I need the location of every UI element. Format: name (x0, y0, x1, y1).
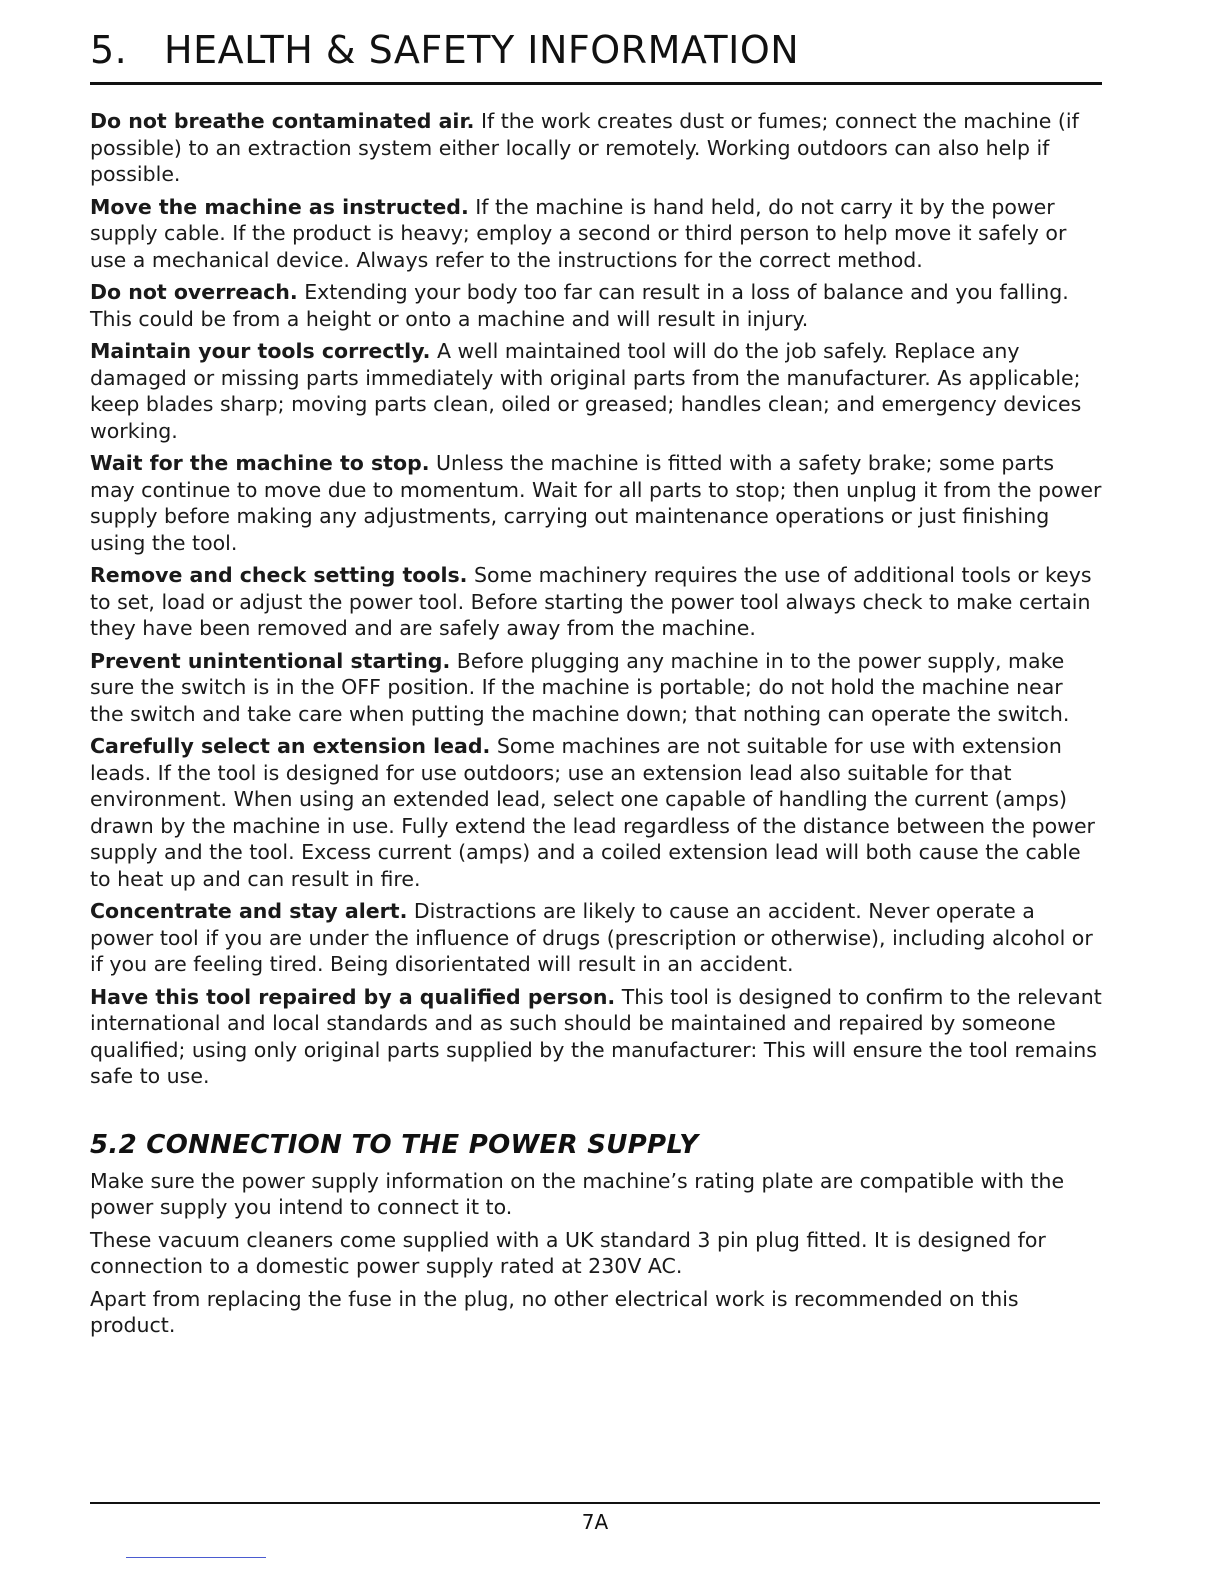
safety-paragraph (90, 898, 1102, 978)
safety-paragraph (90, 279, 1102, 332)
scan-mark-line (126, 1557, 266, 1558)
body-content (90, 108, 1102, 1345)
paragraph-text: Extending your body too far can result in a loss of balance and you falling. This could be from a height or onto a machine and will result in injury. (90, 280, 1069, 331)
section-title (90, 28, 799, 72)
section-number: 5. (90, 28, 128, 72)
paragraph-text: If the machine is hand held, do not carry it by the power supply cable. If the product is heavy; employ a second or third person to help move it safely or use a mechanical device. Always refer to the instructions for the correct method. (90, 194, 1067, 272)
safety-paragraph (90, 450, 1102, 556)
footer-rule (90, 1502, 1100, 1504)
power-supply-paragraph: Make sure the power supply information on the machine’s rating plate are compatible with the power supply you intend to connect it to. (90, 1168, 1065, 1219)
section-title-text: HEALTH & SAFETY INFORMATION (164, 28, 800, 72)
power-supply-paragraph: Apart from replacing the fuse in the plug, no other electrical work is recommended on this product. (90, 1286, 1019, 1337)
paragraph-lead: Wait for the machine to stop. (90, 451, 430, 475)
paragraph-lead: Carefully select an extension lead. (90, 734, 491, 758)
paragraph-text: Unless the machine is fitted with a safety brake; some parts may continue to move due to momentum. Wait for all parts to stop; then unplug it from the power supply before making any adjustments, carrying out maintenance operations or just finishing using the tool. (90, 451, 1102, 555)
paragraph-text: A well maintained tool will do the job safely. Replace any damaged or missing parts immediately with original parts from the manufacturer. As applicable; keep blades sharp; moving parts clean, oiled or greased; handles clean; and emergency devices working. (90, 339, 1082, 443)
paragraph-lead: Have this tool repaired by a qualified person. (90, 984, 616, 1009)
paragraph-text: Before plugging any machine in to the power supply, make sure the switch is in the OFF position. If the machine is portable; do not hold the machine near the switch and take care when putting the machine down; that nothing can operate the switch. (90, 648, 1070, 726)
paragraph-lead: Remove and check setting tools. (90, 563, 468, 587)
safety-paragraph (90, 562, 1102, 642)
safety-paragraph (90, 733, 1102, 892)
title-rule (90, 82, 1102, 85)
paragraph-lead: Do not overreach. (90, 280, 298, 304)
safety-paragraph (90, 108, 1102, 188)
paragraph-text: Some machinery requires the use of additional tools or keys to set, load or adjust the power tool. Before starting the power tool always check to make certain they have been removed and are safely away from the machine. (90, 563, 1092, 640)
safety-paragraph (90, 984, 1102, 1090)
paragraph-lead: Prevent unintentional starting. (90, 648, 451, 673)
paragraph-text: Distractions are likely to cause an accident. Never operate a power tool if you are under the influence of drugs (prescription or otherwise), including alcohol or if you are feeling tired. Being disorientated will result in an accident. (90, 899, 1093, 976)
paragraph-lead: Concentrate and stay alert. (90, 899, 408, 923)
paragraph-lead: Move the machine as instructed. (90, 194, 469, 219)
paragraph-text: If the work creates dust or fumes; connect the machine (if possible) to an extraction system either locally or remotely. Working outdoors can also help if possible. (90, 109, 1079, 186)
paragraph-lead: Do not breathe contaminated air. (90, 109, 475, 133)
page-number: 7A (581, 1510, 609, 1534)
paragraph-text: This tool is designed to confirm to the relevant international and local standards and as such should be maintained and repaired by someone qualified; using only original parts supplied by the manufacturer: This will ensure the tool remains safe to use. (90, 984, 1102, 1088)
power-supply-paragraph: These vacuum cleaners come supplied with a UK standard 3 pin plug fitted. It is designed for connection to a domestic power supply rated at 230V AC. (90, 1227, 1046, 1278)
safety-paragraph (90, 648, 1102, 728)
paragraph-text: Some machines are not suitable for use with extension leads. If the tool is designed for use outdoors; use an extension lead also suitable for that environment. When using an extended lead, select one capable of handling the current (amps) drawn by the machine in use. Fully extend the lead regardless of the distance between the power supply and the tool. Excess current (amps) and a coiled extension lead will both cause the cable to heat up and can result in fire. (90, 734, 1095, 891)
subsection-title: 5.2 CONNECTION TO THE POWER SUPPLY (90, 1129, 699, 1160)
safety-paragraph (90, 338, 1102, 444)
paragraph-lead: Maintain your tools correctly. (90, 339, 431, 363)
safety-paragraph (90, 194, 1102, 274)
